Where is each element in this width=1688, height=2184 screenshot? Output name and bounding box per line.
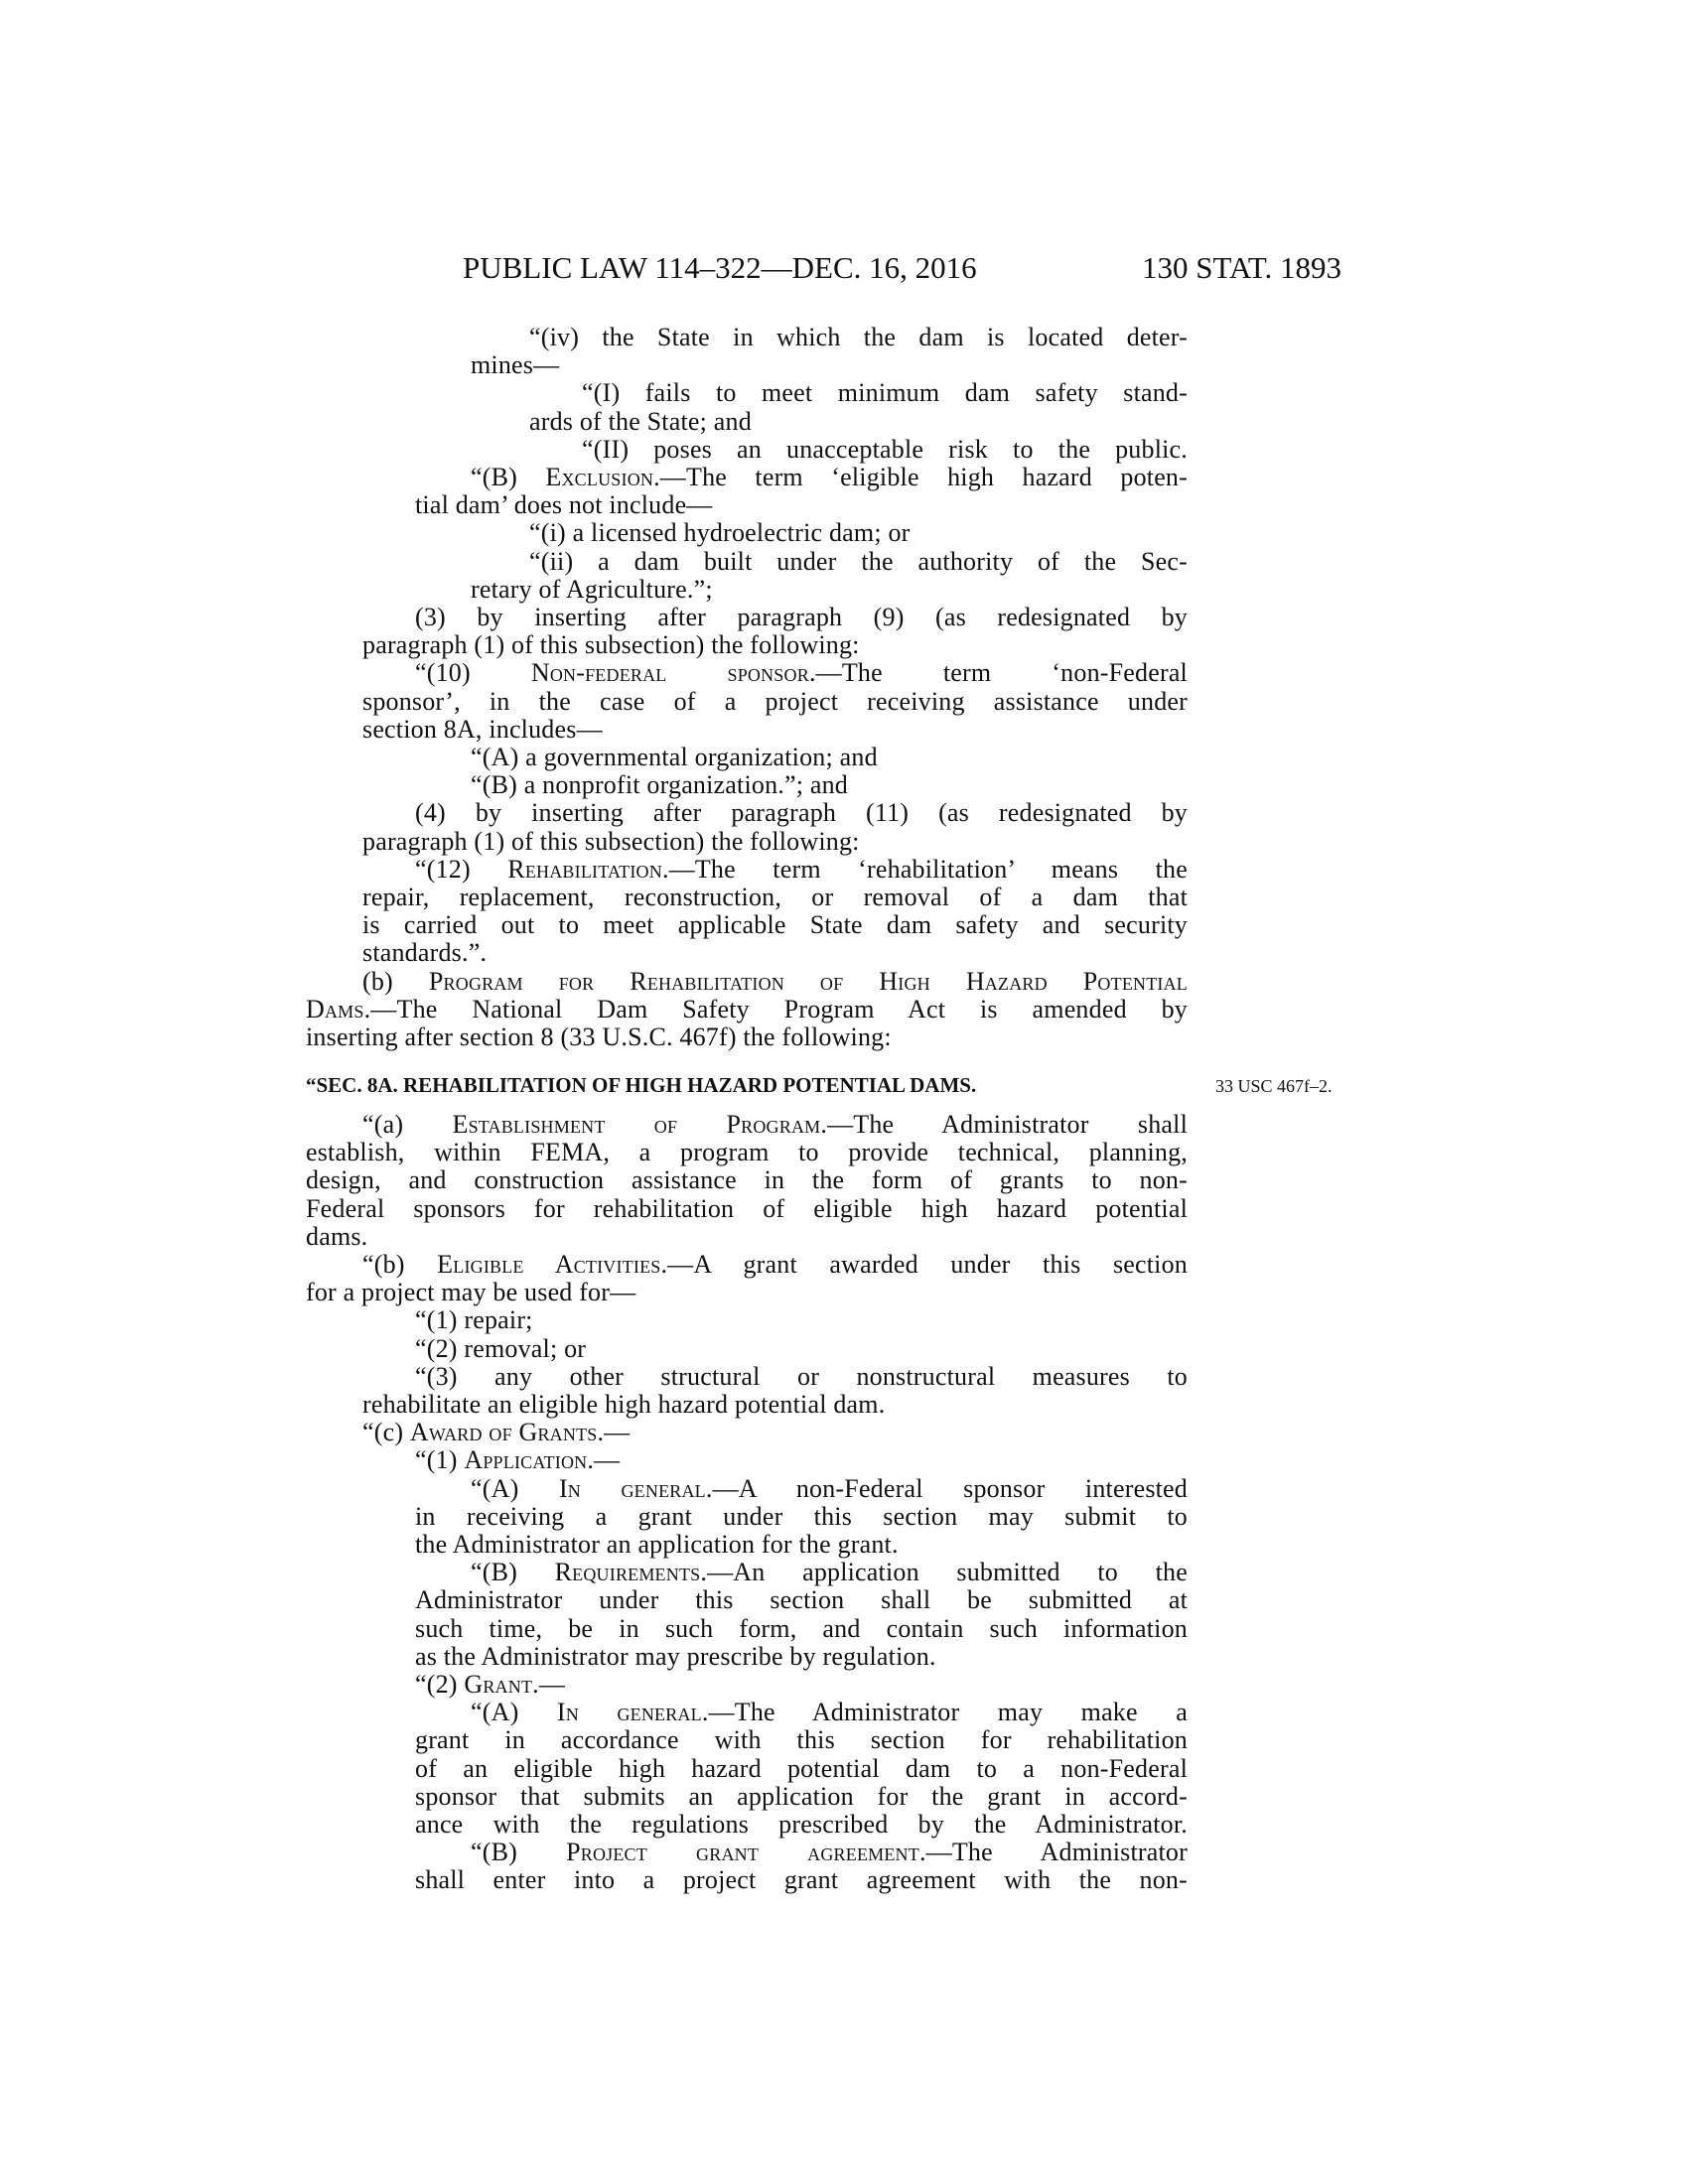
line-text: grant in accordance with this section for rehabilitation xyxy=(415,1726,1188,1755)
line-text: of an eligible high hazard potential dam to a non-Federal xyxy=(415,1754,1188,1783)
heading-term: In general xyxy=(556,1699,702,1727)
line-text: as the Administrator may prescribe by regulation. xyxy=(415,1641,936,1671)
line-text: ards of the State; and xyxy=(529,406,752,436)
line-text: “(i) a licensed hydroelectric dam; or xyxy=(529,518,911,548)
text-line xyxy=(529,324,1188,351)
line-text: mines— xyxy=(471,350,560,380)
text-line xyxy=(362,1111,1188,1139)
line-text: “(B) xyxy=(471,1839,567,1867)
line-text: dams. xyxy=(306,1221,368,1251)
line-text: standards.”. xyxy=(362,938,488,968)
text-line xyxy=(471,744,878,771)
text-line xyxy=(415,1726,1188,1754)
line-text: “(II) poses an unacceptable risk to the public. xyxy=(582,435,1188,464)
text-line xyxy=(529,519,911,547)
line-text: “(A) xyxy=(471,1474,559,1503)
line-text: “(B) a nonprofit organization.”; and xyxy=(471,770,848,800)
line-text: is carried out to meet applicable State dam safety and security xyxy=(362,911,1188,940)
line-text: repair, replacement, reconstruction, or removal of a dam that xyxy=(362,884,1188,911)
text-line xyxy=(306,996,1188,1024)
line-text: Federal sponsors for rehabilitation of eligible high hazard potential xyxy=(306,1194,1188,1223)
text-line xyxy=(415,659,1188,687)
line-text: .—An application submitted to the xyxy=(700,1559,1188,1587)
text-line xyxy=(362,884,1188,911)
text-line xyxy=(415,1615,1188,1643)
line-text: section 8A, includes— xyxy=(362,714,603,744)
line-text: “(I) fails to meet minimum dam safety stand- xyxy=(582,379,1188,408)
text-line xyxy=(582,436,1188,464)
text-line xyxy=(415,1446,620,1474)
text-line xyxy=(306,1195,1188,1223)
text-line xyxy=(362,1251,1188,1279)
text-line xyxy=(529,548,1188,576)
line-text: “(2) xyxy=(415,1670,465,1699)
heading-term: Non-federal sponsor xyxy=(530,659,809,688)
text-line xyxy=(471,576,713,604)
line-text: .—The term ‘non-Federal xyxy=(808,659,1188,688)
line-text: .— xyxy=(597,1418,631,1447)
line-text: “(iv) the State in which the dam is located deter- xyxy=(529,324,1188,351)
line-text: retary of Agriculture.”; xyxy=(471,574,713,604)
text-line xyxy=(306,1166,1188,1194)
text-line xyxy=(471,351,559,379)
line-text: ance with the regulations prescribed by the Administrator. xyxy=(415,1811,1188,1839)
heading-term: Award of Grants xyxy=(409,1418,598,1447)
text-line xyxy=(415,1755,1188,1783)
text-line xyxy=(415,1866,1188,1894)
text-line xyxy=(415,1586,1188,1614)
text-line xyxy=(471,464,1188,491)
line-text: in receiving a grant under this section may submit to xyxy=(415,1502,1188,1531)
heading-term: Project grant agreement xyxy=(566,1839,919,1867)
text-line xyxy=(415,1783,1188,1811)
text-line xyxy=(415,1306,533,1334)
line-text: paragraph (1) of this subsection) the following: xyxy=(362,826,860,856)
line-text: such time, be in such form, and contain such information xyxy=(415,1614,1188,1643)
text-line xyxy=(362,939,487,967)
line-text: .— xyxy=(532,1670,566,1699)
section-heading: “SEC. 8A. REHABILITATION OF HIGH HAZARD POTENTIAL DAMS. xyxy=(306,1073,977,1097)
text-line xyxy=(415,856,1188,884)
heading-term: Requirements xyxy=(554,1559,701,1587)
text-line xyxy=(471,1475,1188,1503)
line-text: design, and construction assistance in the form of grants to non- xyxy=(306,1166,1188,1195)
line-text: “(2) removal; or xyxy=(415,1333,587,1363)
text-line xyxy=(582,379,1188,407)
line-text: tial dam’ does not include— xyxy=(415,490,713,520)
heading-term: Eligible Activities xyxy=(437,1251,661,1279)
heading-term: Dams xyxy=(306,995,364,1024)
line-text: .—A non-Federal sponsor interested xyxy=(705,1474,1188,1503)
line-text: .—The term ‘rehabilitation’ means the xyxy=(661,855,1188,884)
text-line xyxy=(471,771,848,799)
heading-term: Application xyxy=(464,1445,588,1475)
text-line xyxy=(362,631,860,659)
text-line xyxy=(415,491,713,519)
line-text: Administrator under this section shall be submitted at xyxy=(415,1586,1188,1615)
line-text: paragraph (1) of this subsection) the following: xyxy=(362,630,860,660)
text-line xyxy=(415,1503,1188,1531)
line-text: “(b) xyxy=(362,1251,438,1279)
heading-term: Establishment of Program xyxy=(452,1111,821,1139)
line-text: “(10) xyxy=(415,659,531,688)
line-text: “(1) xyxy=(415,1445,465,1475)
line-text: .—The term ‘eligible high hazard poten- xyxy=(653,464,1188,491)
text-line xyxy=(362,828,860,856)
line-text: .—The Administrator shall xyxy=(820,1111,1188,1139)
line-text: sponsor’, in the case of a project receiving assistance under xyxy=(362,687,1188,716)
line-text: .—A grant awarded under this section xyxy=(660,1251,1188,1279)
text-line xyxy=(415,1531,899,1559)
text-line xyxy=(362,1419,630,1446)
line-text: .—The National Dam Safety Program Act is amended by xyxy=(363,995,1188,1024)
text-line xyxy=(362,716,603,744)
line-text: “(A) a governmental organization; and xyxy=(471,743,878,771)
running-header-title: PUBLIC LAW 114–322—DEC. 16, 2016 xyxy=(463,250,977,285)
line-text: establish, within FEMA, a program to provide technical, planning, xyxy=(306,1139,1188,1167)
text-line xyxy=(415,1363,1188,1391)
line-text: rehabilitate an eligible high hazard potential dam. xyxy=(362,1390,886,1419)
line-text: inserting after section 8 (33 U.S.C. 467f) the following: xyxy=(306,1023,892,1051)
text-line xyxy=(362,1391,885,1419)
line-text: .—The Administrator xyxy=(918,1839,1188,1867)
line-text: sponsor that submits an application for the grant in accord- xyxy=(415,1782,1188,1811)
line-text: “(12) xyxy=(415,855,508,884)
text-line xyxy=(471,1559,1188,1586)
line-text: “(ii) a dam built under the authority of the Sec- xyxy=(529,547,1188,576)
line-text: for a project may be used for— xyxy=(306,1278,636,1307)
text-line xyxy=(362,911,1188,939)
line-text: “(a) xyxy=(362,1111,453,1139)
heading-term: Grant xyxy=(464,1670,533,1699)
margin-citation: 33 USC 467f–2. xyxy=(1215,1076,1333,1096)
text-line xyxy=(415,1643,936,1671)
text-line xyxy=(471,1839,1188,1866)
text-line xyxy=(306,1139,1188,1166)
line-text: (4) by inserting after paragraph (11) (as redesignated by xyxy=(415,799,1188,828)
text-line xyxy=(306,1279,635,1306)
heading-term: In general xyxy=(558,1474,706,1503)
text-line xyxy=(306,1223,367,1251)
line-text: “(B) xyxy=(471,464,546,491)
text-line xyxy=(415,604,1188,631)
line-text: .—The Administrator may make a xyxy=(701,1699,1188,1727)
heading-term: Exclusion xyxy=(545,464,654,491)
line-text: (3) by inserting after paragraph (9) (as redesignated by xyxy=(415,604,1188,631)
text-line xyxy=(362,968,1188,996)
text-line xyxy=(415,1335,586,1363)
line-text: (b) xyxy=(362,967,429,996)
line-text: “(1) repair; xyxy=(415,1305,533,1335)
running-header-page-number: 130 STAT. 1893 xyxy=(1142,250,1342,285)
text-line xyxy=(471,1699,1188,1726)
text-line xyxy=(529,408,752,436)
text-line xyxy=(306,1024,892,1051)
line-text: “(B) xyxy=(471,1559,555,1587)
line-text: shall enter into a project grant agreement with the non- xyxy=(415,1866,1188,1895)
text-line xyxy=(362,688,1188,716)
line-text: “(3) any other structural or nonstructural measures to xyxy=(415,1362,1188,1391)
line-text: .— xyxy=(587,1445,621,1475)
line-text: “(c) xyxy=(362,1418,410,1447)
heading-term: Rehabilitation xyxy=(507,855,662,884)
heading-term: Program for Rehabilitation of High Hazard Potential xyxy=(428,967,1188,996)
text-line xyxy=(415,1671,565,1699)
text-line xyxy=(415,799,1188,827)
line-text: “(A) xyxy=(471,1699,557,1727)
text-line xyxy=(415,1811,1188,1839)
line-text: the Administrator an application for the grant. xyxy=(415,1530,899,1559)
